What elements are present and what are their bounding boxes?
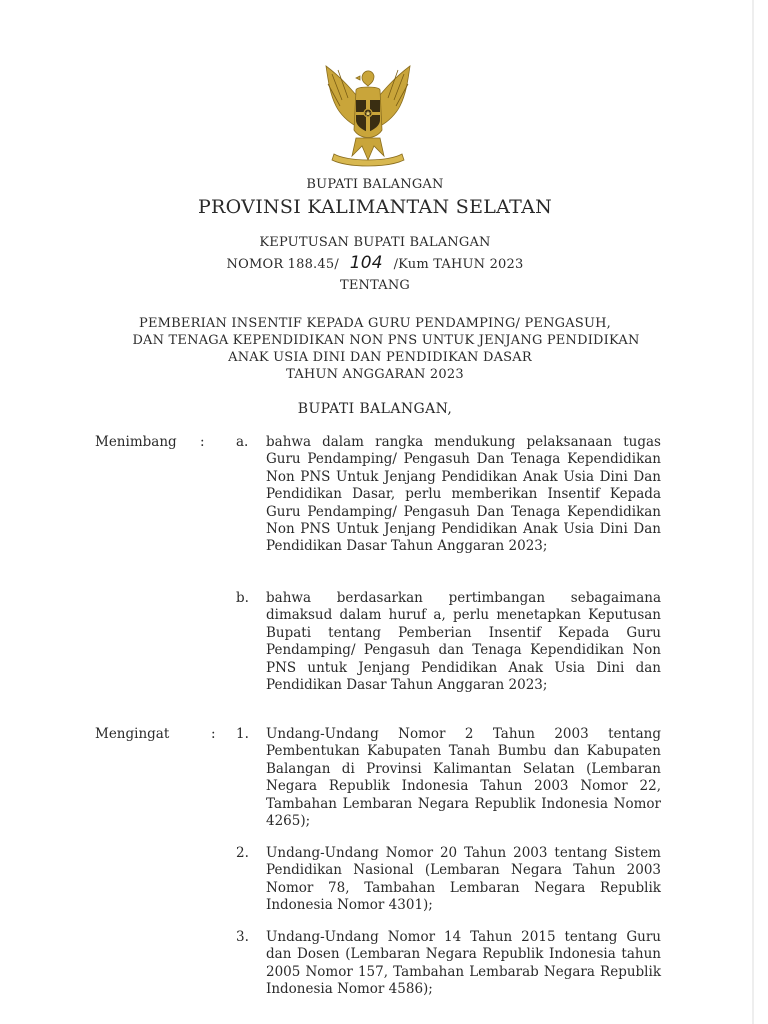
item-marker: 1. [236, 726, 249, 742]
mengingat-label: Mengingat [95, 726, 170, 742]
item-text: Undang-Undang Nomor 14 Tahun 2015 tentang Guru dan Dosen (Lembaran Negara Republik Indonesia tahun 2005 Nomor 157, Tambahan Lembarab Negara Republik Indonesia Nomor 4586); [266, 929, 661, 998]
mengingat-item [236, 726, 661, 830]
subject-line: ANAK USIA DINI DAN PENDIDIKAN DASAR [228, 350, 532, 365]
page-edge [752, 0, 754, 1024]
number-prefix: NOMOR 188.45/ [226, 257, 339, 272]
item-text: bahwa dalam rangka mendukung pelaksanaan tugas Guru Pendamping/ Pengasuh Dan Tenaga Kependidikan Non PNS Untuk Jenjang Pendidikan Anak Usia Dini Dan Pendidikan Dasar, perlu memberikan Insentif Kepada Guru Pendamping/ Pengasuh Dan Tenaga Kependidikan Non PNS Untuk Jenjang Pendidikan Anak Usia Dini Dan Pendidikan Dasar Tahun Anggaran 2023; [266, 434, 661, 555]
item-marker: 3. [236, 929, 249, 945]
province-title: PROVINSI KALIMANTAN SELATAN [197, 196, 553, 218]
handwritten-number: 104 [349, 253, 383, 273]
subject-line: PEMBERIAN INSENTIF KEPADA GURU PENDAMPING/ PENGASUH, [139, 316, 611, 331]
decree-title: KEPUTUSAN BUPATI BALANGAN [259, 235, 491, 250]
menimbang-item [236, 590, 661, 694]
number-suffix: /Kum TAHUN 2023 [393, 257, 524, 272]
subject-line: DAN TENAGA KEPENDIDIKAN NON PNS UNTUK JENJANG PENDIDIKAN [132, 333, 640, 348]
menimbang-item [236, 434, 661, 556]
item-text: Undang-Undang Nomor 20 Tahun 2003 tentang Sistem Pendidikan Nasional (Lembaran Negara Tahun 2003 Nomor 78, Tambahan Lembaran Negara Republik Indonesia Nomor 4301); [266, 845, 661, 914]
item-marker: b. [236, 590, 249, 606]
item-marker: 2. [236, 845, 249, 861]
office-title: BUPATI BALANGAN [306, 177, 444, 192]
mengingat-item [236, 845, 661, 915]
item-text: bahwa berdasarkan pertimbangan sebagaimana dimaksud dalam huruf a, perlu menetapkan Keputusan Bupati tentang Pemberian Insentif Kepada Guru Pendamping/ Pengasuh dan Tenaga Kependidikan Non PNS untuk Jenjang Pendidikan Anak Usia Dini dan Pendidikan Dasar Tahun Anggaran 2023; [266, 590, 661, 694]
decree-number [0, 253, 750, 273]
garuda-emblem-icon [312, 60, 424, 172]
menimbang-label: Menimbang [95, 434, 177, 450]
about-heading: TENTANG [339, 278, 411, 293]
item-marker: a. [236, 434, 249, 450]
mengingat-item [236, 929, 661, 999]
menimbang-colon: : [200, 434, 205, 450]
item-text: Undang-Undang Nomor 2 Tahun 2003 tentang Pembentukan Kabupaten Tanah Bumbu dan Kabupaten Balangan di Provinsi Kalimantan Selatan (Lembaran Negara Republik Indonesia Tahun 2003 Nomor 22, Tambahan Lembaran Negara Republik Indonesia Nomor 4265); [266, 726, 661, 830]
issuer-heading: BUPATI BALANGAN, [297, 401, 453, 417]
subject-line: TAHUN ANGGARAN 2023 [286, 367, 464, 382]
mengingat-colon: : [211, 726, 216, 742]
